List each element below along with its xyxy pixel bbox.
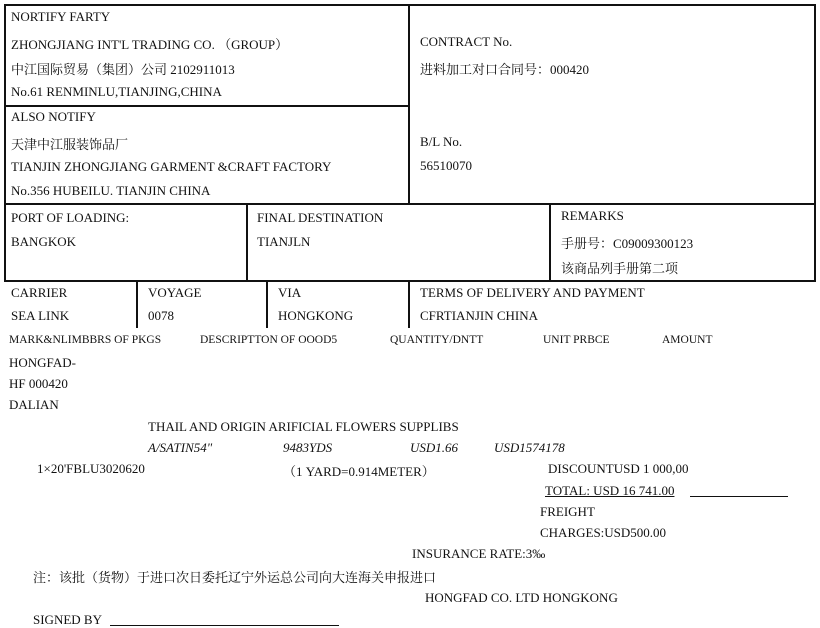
- also-notify-heading: ALSO NOTIFY: [11, 109, 96, 124]
- freight-label: FREIGHT: [540, 504, 595, 519]
- voyage-value: 0078: [148, 308, 174, 323]
- row-divider-2: [4, 203, 816, 205]
- via-label: VIA: [278, 285, 302, 300]
- column-unit-price: UNIT PRBCE: [543, 334, 610, 346]
- terms-value: CFRTIANJIN CHINA: [420, 308, 539, 323]
- discount: DISCOUNTUSD 1 000,00: [548, 461, 689, 476]
- also-notify-line-2: TIANJIN ZHONGJIANG GARMENT &CRAFT FACTORY: [11, 159, 332, 174]
- top-border: [4, 4, 816, 6]
- column-marks: MARK&NLIMBBRS OF PKGS: [9, 334, 162, 346]
- via-value: HONGKONG: [278, 308, 354, 323]
- also-notify-line-3: No.356 HUBEILU. TIANJIN CHINA: [11, 183, 211, 198]
- marks-line-3: DALIAN: [9, 397, 59, 412]
- marks-line-1: HONGFAD-: [9, 355, 76, 370]
- divider-via-terms: [408, 280, 410, 328]
- signed-by-label: SIGNED BY: [33, 612, 102, 627]
- marks-line-2: HF 000420: [9, 376, 68, 391]
- notify-line-3: No.61 RENMINLU,TIANJING,CHINA: [11, 84, 222, 99]
- notify-heading: NORTIFY FARTY: [11, 9, 111, 24]
- bl-value: 56510070: [420, 158, 472, 173]
- insurance-rate: INSURANCE RATE:3‰: [412, 546, 546, 561]
- column-amount: AMOUNT: [662, 334, 713, 346]
- signature-line: [110, 625, 339, 626]
- remarks-line-2: 该商品列手册第二项: [561, 261, 679, 276]
- left-border: [4, 4, 6, 282]
- port-of-loading-label: PORT OF LOADING:: [11, 210, 130, 225]
- goods-title: THAIL AND ORIGIN ARIFICIAL FLOWERS SUPPLIBS: [148, 419, 459, 434]
- row-divider-3: [4, 280, 816, 282]
- goods-amount: USD1574178: [494, 440, 565, 455]
- divider-carrier-voyage: [136, 280, 138, 328]
- notify-line-1: ZHONGJIANG INT'L TRADING CO. （GROUP）: [11, 37, 289, 52]
- goods-spec: A/SATIN54": [148, 440, 213, 455]
- goods-unit-price: USD1.66: [410, 440, 459, 455]
- goods-quantity: 9483YDS: [283, 440, 333, 455]
- divider-dest-remarks: [549, 203, 551, 281]
- right-border: [814, 4, 816, 282]
- final-destination-value: TIANJLN: [257, 234, 311, 249]
- contract-heading: CONTRACT No.: [420, 34, 513, 49]
- unit-conversion: （1 YARD=0.914METER）: [283, 464, 435, 479]
- column-description: DESCRIPTTON OF OOOD5: [200, 334, 338, 346]
- freight-charges: CHARGES:USD500.00: [540, 525, 667, 540]
- customs-note: 注：该批（货物）于进口次日委托辽宁外运总公司向大连海关申报进口: [33, 570, 437, 585]
- terms-label: TERMS OF DELIVERY AND PAYMENT: [420, 285, 645, 300]
- contract-value: 进料加工对口合同号：000420: [420, 62, 590, 77]
- issuer-company: HONGFAD CO. LTD HONGKONG: [425, 590, 618, 605]
- remarks-label: REMARKS: [561, 208, 624, 223]
- total: TOTAL: USD 16 741.00: [545, 483, 675, 498]
- port-of-loading-value: BANGKOK: [11, 234, 76, 249]
- bl-heading: B/L No.: [420, 134, 463, 149]
- column-quantity: QUANTITY/DNTT: [390, 334, 484, 346]
- divider-notify-contract: [408, 4, 410, 204]
- carrier-value: SEA LINK: [11, 308, 70, 323]
- voyage-label: VOYAGE: [148, 285, 202, 300]
- container-number: 1×20'FBLU3020620: [37, 461, 145, 476]
- row-divider-1: [4, 105, 410, 107]
- final-destination-label: FINAL DESTINATION: [257, 210, 384, 225]
- notify-line-2: 中江国际贸易（集团）公司 2102911013: [11, 62, 235, 77]
- carrier-label: CARRIER: [11, 285, 68, 300]
- divider-port-dest: [246, 203, 248, 281]
- remarks-line-1: 手册号：C09009300123: [561, 236, 694, 251]
- total-underline: [690, 496, 788, 497]
- also-notify-line-1: 天津中江服装饰品厂: [11, 137, 129, 152]
- divider-voyage-via: [266, 280, 268, 328]
